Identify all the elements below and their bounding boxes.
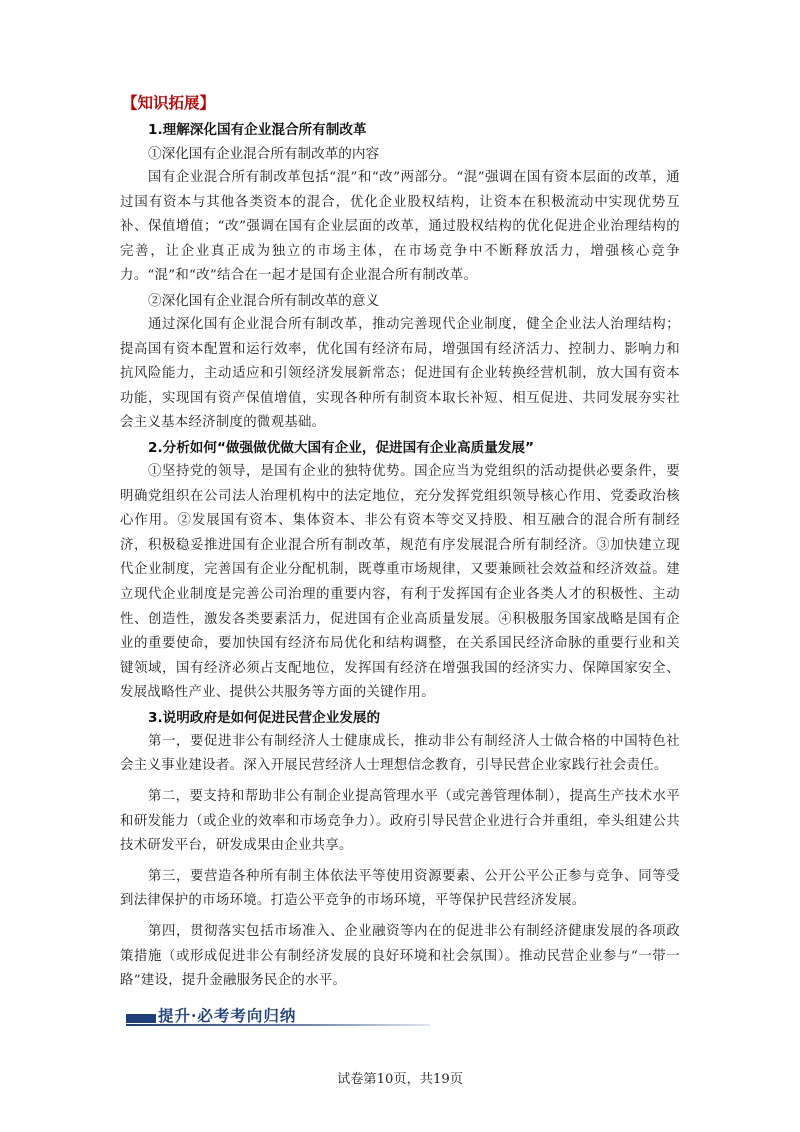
section-1-subhead-2: ②深化国有企业混合所有制改革的意义	[148, 292, 380, 309]
section-3-title: 3.说明政府是如何促进民营企业发展的	[148, 709, 381, 726]
section-3-paragraph-4: 第四，贯彻落实包括市场准入、企业融资等内在的促进非公有制经济健康发展的各项政策措施（或形成促进非公有制经济发展的良好环境和社会氛围）。推动民营企业参与“一带一路”建设，提升金融服务民企的水平。	[120, 924, 680, 989]
section-3-paragraph-3: 第三，要营造各种所有制主体依法平等使用资源要素、公开公平公正参与竞争、同等受到法律保护的市场环境。打造公平竞争的市场环境，平等保护民营经济发展。	[120, 868, 680, 909]
section-3-paragraph-2: 第二，要支持和帮助非公有制企业提高管理水平（或完善管理体制），提高生产技术水平和研发能力（或企业的效率和市场竞争力）。政府引导民营企业进行合并重组，牵头组建公共技术研发平台，研发成果由企业共享。	[120, 789, 680, 854]
section-1-paragraph-1: 国有企业混合所有制改革包括“混”和“改”两部分。“混”强调在国有资本层面的改革，通过国有资本与其他各类资本的混合，优化企业股权结构，让资本在积极流动中实现优势互补、保值增值；“改”强调在国有企业层面的改革，通过股权结构的优化促进企业治理结构的完善，让企业真正成为独立的市场主体，在市场竞争中不断释放活力，增强核心竞争力。“混”和“改”结合在一起才是国有企业混合所有制改革。	[120, 170, 680, 284]
section-1-subhead-1: ①深化国有企业混合所有制改革的内容	[148, 146, 380, 162]
section-1-paragraph-2: 通过深化国有企业混合所有制改革，推动完善现代企业制度，健全企业法人治理结构；提高国有资本配置和运行效率，优化国有经济布局，增强国有经济活力、控制力、影响力和抗风险能力，主动适应和引领经济发展新常态；促进国有企业转换经营机制，放大国有资本功能，实现国有资产保值增值，实现各种所有制资本取长补短、相互促进、共同发展夯实社会主义基本经济制度的微观基础。	[120, 316, 680, 431]
section-2-title: 2.分析如何“做强做优做大国有企业，促进国有企业高质量发展”	[148, 439, 534, 456]
section-2-paragraph: ①坚持党的领导，是国有企业的独特优势。国企应当为党组织的活动提供必要条件，要明确党组织在公司法人治理机构中的法定地位，充分发挥党组织领导核心作用、党委政治核心作用。②发展国有资本、集体资本、非公有资本等交叉持股、相互融合的混合所有制经济，积极稳妥推进国有企业混合所有制改革，规范有序发展混合所有制经济。③加快建立现代企业制度，完善国有企业分配机制，既尊重市场规律，又要兼顾社会效益和经济效益。建立现代企业制度是完善公司治理的重要内容，有利于发挥国有企业各类人才的积极性、主动性、创造性，激发各类要素活力，促进国有企业高质量发展。④积极服务国家战略是国有企业的重要使命，要加快国有经济布局优化和结构调整，在关系国民经济命脉的重要行业和关键领域，国有经济必须占支配地位，发挥国有经济在增强我国的经济实力、保障国家安全、发展战略性产业、提供公共服务等方面的关键作用。	[120, 463, 680, 701]
banner-title: 提升·必考考向归纳	[158, 1006, 297, 1025]
section-1-title: 1.理解深化国有企业混合所有制改革	[148, 122, 367, 138]
section-3-paragraph-1: 第一，要促进非公有制经济人士健康成长，推动非公有制经济人士做合格的中国特色社会主义事业建设者。深入开展民营经济人士理想信念教育，引导民营企业家践行社会责任。	[120, 733, 680, 774]
section-banner	[120, 1004, 432, 1030]
banner-bar-decoration	[126, 1014, 156, 1023]
knowledge-expansion-header: 【知识拓展】	[122, 94, 216, 112]
page-footer: 试卷第10页，共19页	[337, 1072, 463, 1087]
document-page	[120, 92, 680, 994]
